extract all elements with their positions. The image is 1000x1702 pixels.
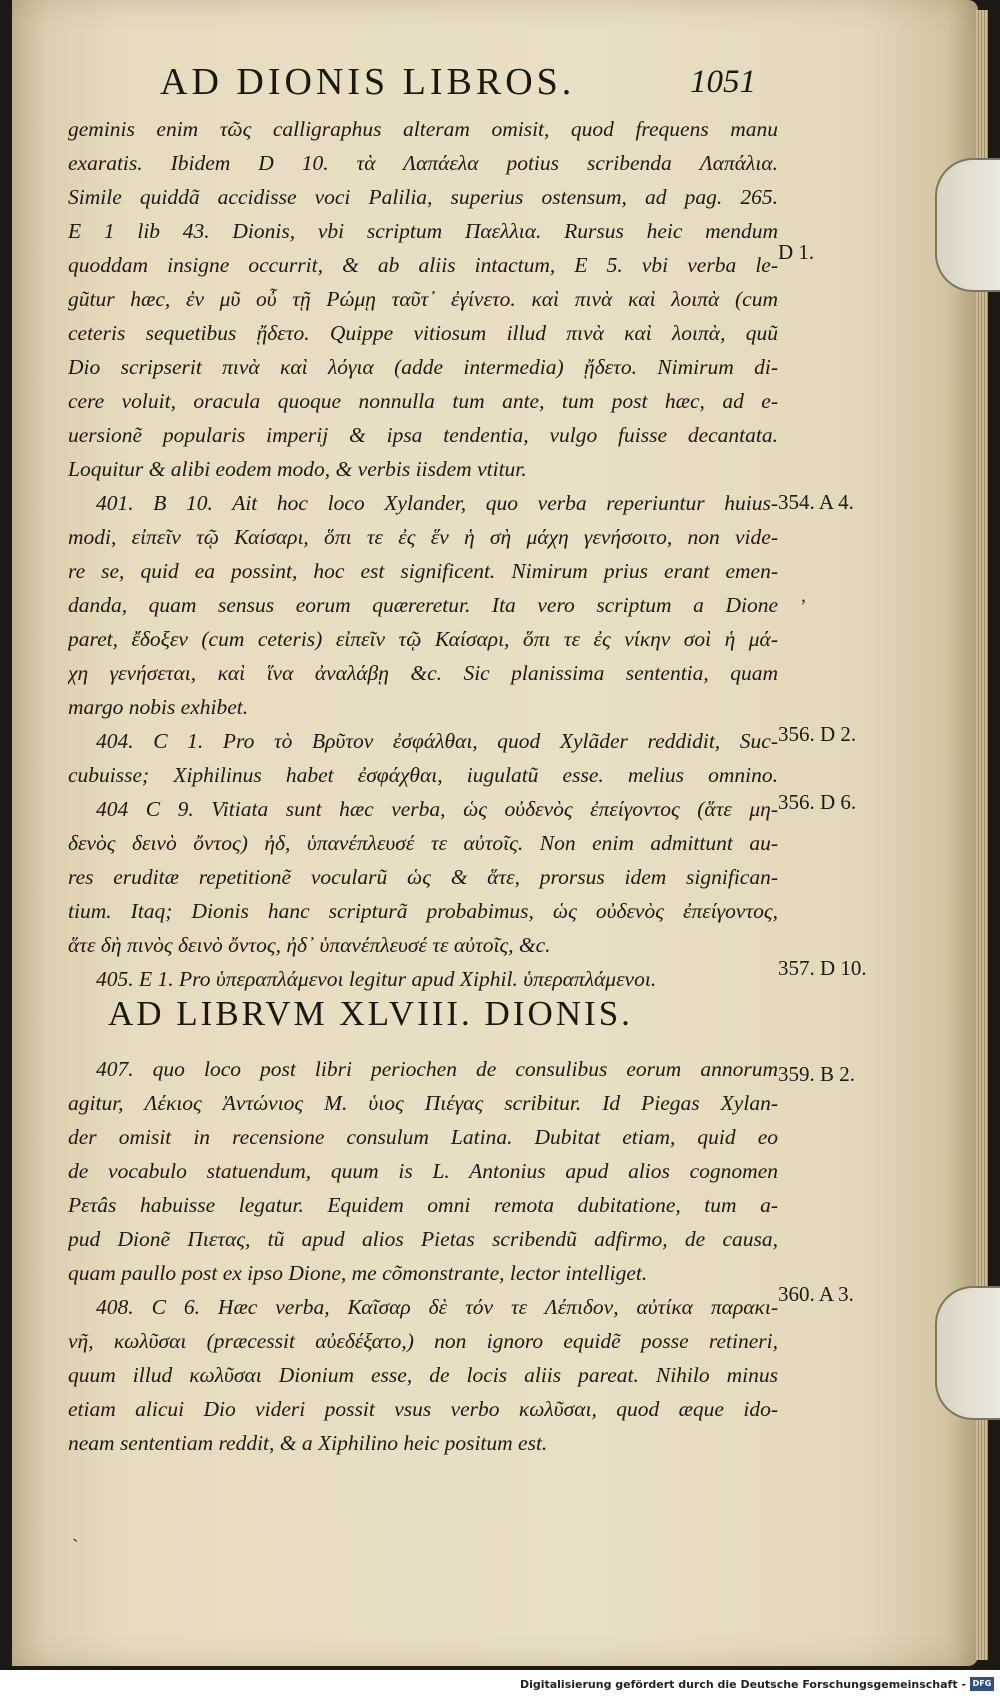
text-line: danda, quam sensus eorum quæreretur. Ita vero scriptum a Dione — [68, 593, 778, 617]
paragraph-401 — [68, 486, 778, 724]
text-line: agitur, Λέκιος Ἀντώνιος Μ. ὑιος Πιέγας scribitur. Id Piegas Xylan- — [68, 1091, 778, 1115]
text-line: de vocabulo statuendum, quum is L. Antonius apud alios cognomen — [68, 1159, 778, 1183]
text-line: 408. C 6. Hæc verba, Καῖσαρ δὲ τόν τε Λέπιδον, αὐτίκα παρακι- — [96, 1295, 778, 1319]
text-line: margo nobis exhibet. — [68, 695, 249, 719]
text-line: uersionẽ popularis imperij & ipsa tendentia, vulgo fuisse decantata. — [68, 423, 778, 447]
text-line: pud Dionẽ Πιετας, tũ apud alios Pietas scribendũ adfirmo, de causa, — [68, 1227, 778, 1251]
margin-note: 354. A 4. — [778, 490, 854, 514]
text-line: Dio scripserit πινὰ καὶ λόγια (adde intermedia) ᾔδετο. Nimirum di- — [68, 355, 778, 379]
text-line: quam paullo post ex ipso Dione, me cõmonstrante, lector intelliget. — [68, 1261, 648, 1285]
paragraph-1 — [68, 112, 778, 486]
text-line: der omisit in recensione consulum Latina. Dubitat etiam, quid eo — [68, 1125, 778, 1149]
margin-note: 359. B 2. — [778, 1062, 856, 1086]
text-line: res eruditæ repetitionẽ vocularũ ὡς & ἅτε, prorsus idem significan- — [68, 865, 778, 889]
text-line: gũtur hæc, ἐν μῦ οὖ τῇ Ρώμῃ ταῦτ᾽ ἐγίνετο. καὶ πινὰ καὶ λοιπὰ (cum — [68, 287, 778, 311]
text-line: tium. Itaq; Dionis hanc scripturã probabimus, ὡς οὐδενὸς ἐπείγοντος, — [68, 899, 778, 923]
text-line: Pετâs habuisse legatur. Equidem omni remota dubitatione, tum a- — [68, 1193, 778, 1217]
text-line: 407. quo loco post libri periochen de consulibus eorum annorum — [96, 1057, 778, 1081]
text-line: δενὸς δεινὸ ὄντος) ἠδ, ὑπανέπλευσέ τε αὐτοῖς. Non enim admittunt au- — [68, 831, 778, 855]
clasp-bottom — [935, 1286, 1000, 1420]
text-line: re se, quid ea possint, hoc est significent. Nimirum prius erant emen- — [68, 559, 778, 583]
clasp-top — [935, 158, 1000, 292]
page-number: 1051 — [690, 64, 756, 100]
footer-credit: Digitalisierung gefördert durch die Deutsche Forschungsgemeinschaft - — [519, 1678, 966, 1691]
text-line: χη γενήσεται, καὶ ἵνα ἀναλάβῃ &c. Sic planissima sententia, quam — [68, 661, 778, 685]
margin-note: 360. A 3. — [778, 1282, 854, 1306]
text-line: νῆ, κωλῦσαι (præcessit αὐεδέξατο,) non ignoro equidẽ posse retineri, — [68, 1329, 778, 1353]
text-column-2 — [68, 1052, 778, 1460]
text-column — [68, 112, 778, 996]
text-line: E 1 lib 43. Dionis, vbi scriptum Παελλια. Rursus heic mendum — [68, 219, 778, 243]
paragraph-404 — [68, 724, 778, 996]
text-line: cubuisse; Xiphilinus habet ἐσφάχθαι, iugulatũ esse. melius omnino. — [68, 763, 778, 787]
section-heading: AD LIBRVM XLVIII. DIONIS. — [108, 994, 633, 1033]
ink-mark: ` — [72, 1536, 79, 1558]
text-line: quum illud κωλῦσαι Dionium esse, de locis aliis pareat. Nihilo minus — [68, 1363, 778, 1387]
text-line: Simile quiddã accidisse voci Palilia, superius ostensum, ad pag. 265. — [68, 185, 778, 209]
text-line: geminis enim τῶς calligraphus alteram omisit, quod frequens manu — [68, 117, 778, 141]
running-header: AD DIONIS LIBROS. — [160, 61, 576, 103]
margin-note: 356. D 6. — [778, 790, 857, 814]
text-line: ἅτε δὴ πινὸς δεινὸ ὄντος, ἠδ᾽ ὑπανέπλευσέ τε αὐτοῖς, &c. — [68, 933, 551, 957]
text-line: ceteris sequetibus ᾔδετο. Quippe vitiosum illud πινὰ καὶ λοιπὰ, quũ — [68, 321, 778, 345]
text-line: 401. B 10. Ait hoc loco Xylander, quo verba reperiuntur huius- — [96, 491, 778, 515]
text-line: modi, εἰπεῖν τῷ Καίσαρι, ὅπι τε ἐς ἕν ἡ σὴ μάχη γενήσοιτο, non vide- — [68, 525, 778, 549]
dfg-logo: DFG — [970, 1677, 994, 1691]
margin-note: 357. D 10. — [778, 956, 867, 980]
margin-note: 356. D 2. — [778, 722, 857, 746]
text-line: 405. E 1. Pro ὑπεραπλάμενοι legitur apud Xiphil. ὑπεραπλάμενοι. — [96, 967, 657, 991]
text-line: paret, ἔδοξεν (cum ceteris) εἰπεῖν τῷ Καίσαρι, ὅπι τε ἐς νίκην σοὶ ἡ μά- — [68, 627, 778, 651]
text-line: Loquitur & alibi eodem modo, & verbis iisdem vtitur. — [68, 457, 527, 481]
text-line: etiam alicui Dio videri possit vsus verbo κωλῦσαι, quod æque ido- — [68, 1397, 778, 1421]
text-line: neam sententiam reddit, & a Xiphilino heic positum est. — [68, 1431, 548, 1455]
margin-note: D 1. — [778, 240, 815, 264]
text-line: exaratis. Ibidem D 10. τὰ Λαπάελα potius scribenda Λαπάλια. — [68, 151, 778, 175]
text-line: 404 C 9. Vitiata sunt hæc verba, ὡς οὐδενὸς ἐπείγοντος (ἅτε μη- — [96, 797, 778, 821]
text-line: cere voluit, oracula quoque nonnulla tum ante, tum post hæc, ad e- — [68, 389, 778, 413]
ink-mark: ʼ — [800, 596, 807, 618]
text-line: quoddam insigne occurrit, & ab aliis intactum, E 5. vbi verba le- — [68, 253, 778, 277]
text-line: 404. C 1. Pro τὸ Βρῦτον ἐσφάλθαι, quod Xylãder reddidit, Suc- — [96, 729, 778, 753]
